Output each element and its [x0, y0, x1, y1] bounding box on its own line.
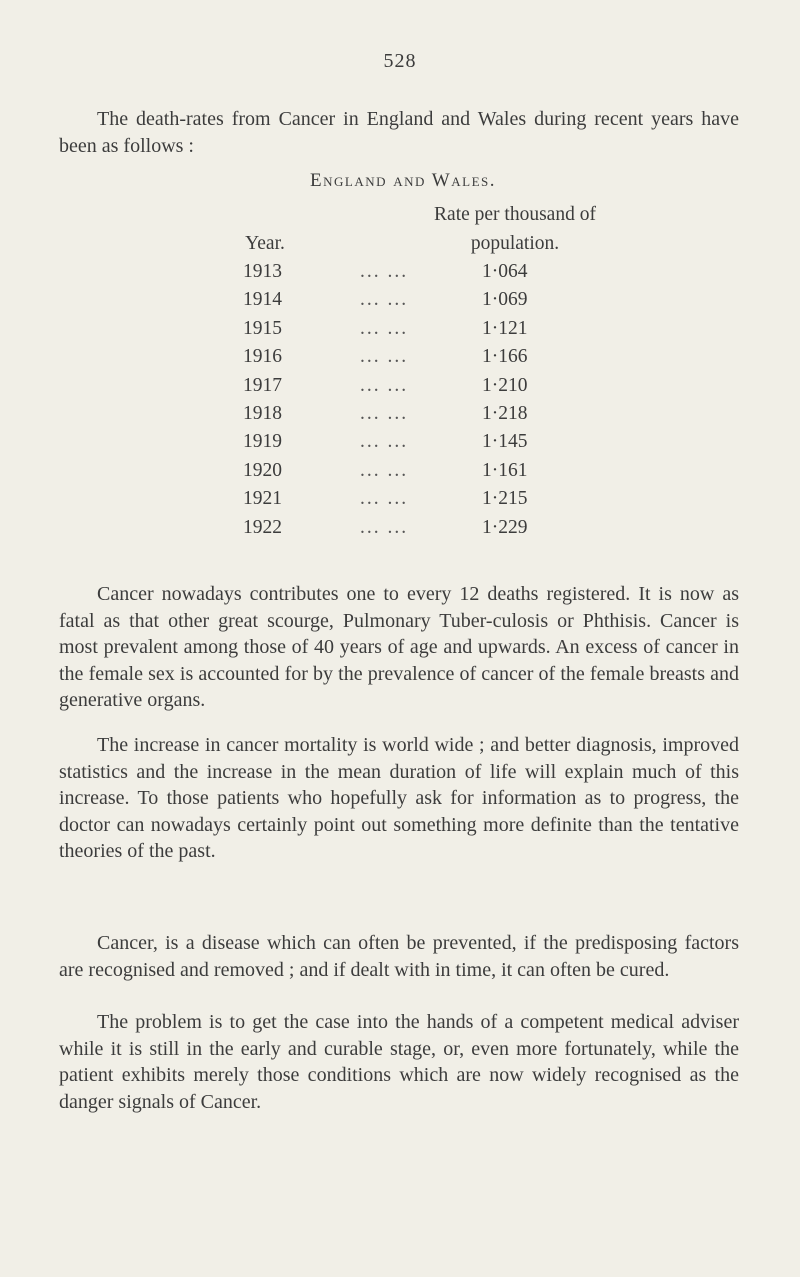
rate-cell: 1·166: [482, 346, 528, 368]
dot-leader: ... ...: [360, 431, 409, 453]
rate-cell: 1·121: [482, 317, 528, 339]
dot-leader: ... ...: [360, 488, 409, 510]
table-row: [0, 488, 800, 516]
year-cell: 1921: [243, 488, 282, 510]
rate-cell: 1·218: [482, 402, 528, 424]
table-row: [0, 318, 800, 346]
year-cell: 1917: [243, 374, 282, 396]
table-title: England and Wales.: [310, 170, 496, 191]
body-paragraph: The problem is to get the case into the hands of a competent medical adviser while it is still in the early and curable stage, or, even more fortunately, while the patient exhibits merely those conditions which are now widely recognised as the danger signals of Cancer.: [59, 1011, 739, 1113]
table-row: [0, 289, 800, 317]
table-row: [0, 403, 800, 431]
rate-cell: 1·069: [482, 289, 528, 311]
year-column-header: Year.: [245, 233, 285, 254]
intro-paragraph: The death-rates from Cancer in England and Wales during recent years have been as follows :: [59, 108, 739, 157]
year-cell: 1913: [243, 261, 282, 282]
year-cell: 1915: [243, 317, 282, 339]
dot-leader: ... ...: [360, 459, 409, 481]
dot-leader: ... ...: [360, 261, 409, 282]
table-row: [0, 431, 800, 459]
rate-cell: 1·145: [482, 431, 528, 453]
death-rate-table: [0, 261, 800, 545]
page-number: 528: [383, 50, 417, 72]
body-paragraph: Cancer nowadays contributes one to every 12 deaths registered. It is now as fatal as that other great scourge, Pulmonary Tuber-culosis or Phthisis. Cancer is most prevalent among those of 40 years of age and upwards. An excess of cancer in the female sex is accounted for by the prevalence of cancer of the female breasts and generative organs.: [59, 583, 739, 711]
rate-column-header: Rate per thousand of population.: [434, 204, 596, 254]
body-paragraph: The increase in cancer mortality is world wide ; and better diagnosis, improved statistics and the increase in the mean duration of life will explain much of this increase. To those patients who hopefully ask for information as to progress, the doctor can nowadays certainly point out something more definite than the tentative theories of the past.: [59, 734, 739, 862]
rate-cell: 1·210: [482, 374, 528, 396]
year-cell: 1922: [243, 516, 282, 538]
rate-cell: 1·215: [482, 488, 528, 510]
dot-leader: ... ...: [360, 516, 409, 538]
year-cell: 1914: [243, 289, 282, 311]
table-row: [0, 460, 800, 488]
dot-leader: ... ...: [360, 289, 409, 311]
table-row: [0, 346, 800, 374]
table-row: [0, 261, 800, 289]
dot-leader: ... ...: [360, 402, 409, 424]
dot-leader: ... ...: [360, 346, 409, 368]
rate-cell: 1·064: [482, 261, 528, 282]
table-row: [0, 517, 800, 545]
rate-cell: 1·161: [482, 459, 528, 481]
rate-cell: 1·229: [482, 516, 528, 538]
year-cell: 1919: [243, 431, 282, 453]
body-paragraph: Cancer, is a disease which can often be prevented, if the predisposing factors are recognised and removed ; and if dealt with in time, it can often be cured.: [59, 932, 739, 981]
year-cell: 1918: [243, 402, 282, 424]
year-cell: 1920: [243, 459, 282, 481]
table-row: [0, 375, 800, 403]
dot-leader: ... ...: [360, 317, 409, 339]
year-cell: 1916: [243, 346, 282, 368]
dot-leader: ... ...: [360, 374, 409, 396]
